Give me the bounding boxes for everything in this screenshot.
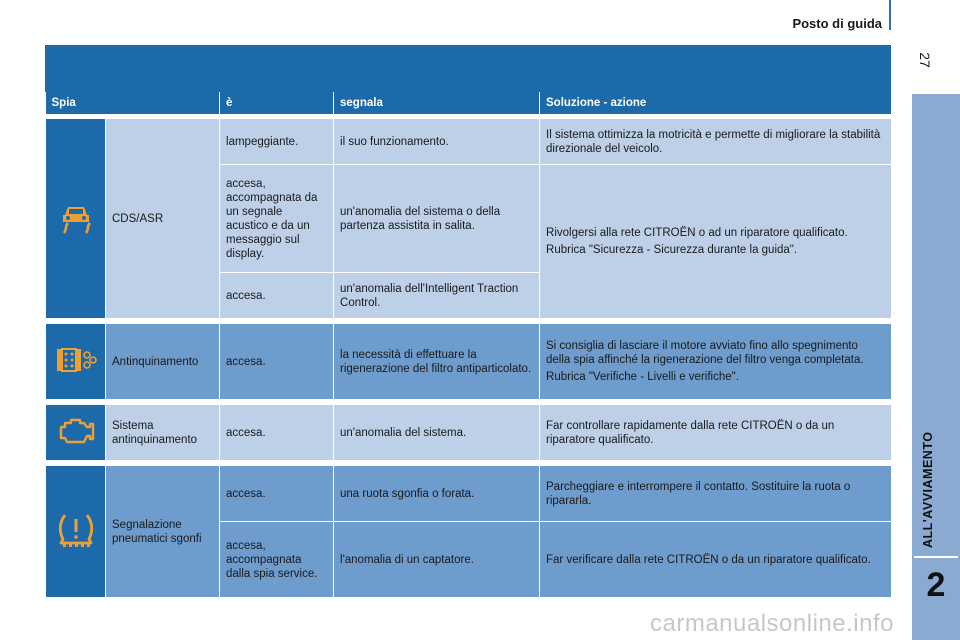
header-divider [889, 0, 891, 30]
chapter-side-tab [912, 94, 960, 640]
particle-filter-icon [54, 343, 98, 377]
solution-reference: Rubrica "Verifiche - Livelli e verifiche". [546, 371, 739, 383]
state-cell: accesa, accompagnata dalla spia service. [220, 522, 334, 598]
table-row [46, 119, 892, 165]
solution-text: Far controllare rapidamente dalla rete CITROËN o da un riparatore qualificato. [546, 419, 835, 446]
state-cell: accesa, accompagnata da un segnale acustico e da un messaggio sul display. [220, 165, 334, 273]
header-spia: Spia [46, 92, 220, 114]
solution-cell [540, 466, 892, 522]
header-soluzione: Soluzione - azione [540, 92, 892, 114]
solution-cell [540, 165, 892, 319]
solution-cell [540, 522, 892, 598]
state-cell: accesa. [220, 405, 334, 461]
warning-name: Sistema antinquinamento [106, 405, 220, 461]
warning-light-cell [46, 405, 106, 461]
table-row [46, 405, 892, 461]
signals-cell: la necessità di effettuare la rigenerazione del filtro antiparticolato. [334, 324, 540, 400]
header-stato: è [220, 92, 334, 114]
solution-cell [540, 324, 892, 400]
tyre-pressure-icon [55, 509, 97, 551]
table-header-row [46, 92, 892, 114]
table-banner [45, 45, 891, 92]
warning-name: Segnalazione pneumatici sgonfi [106, 466, 220, 598]
signals-cell: il suo funzionamento. [334, 119, 540, 165]
solution-text: Il sistema ottimizza la motricità e permette di migliorare la stabilità direzionale del veicolo. [546, 128, 881, 155]
solution-reference: Rubrica "Sicurezza - Sicurezza durante la guida". [546, 244, 798, 256]
signals-cell: una ruota sgonfia o forata. [334, 466, 540, 522]
chapter-tab-label: ALL'AVVIAMENTO [921, 431, 935, 548]
signals-cell: un'anomalia del sistema. [334, 405, 540, 461]
chapter-tab-divider [914, 556, 958, 558]
state-cell: accesa. [220, 324, 334, 400]
warning-light-cell [46, 119, 106, 319]
solution-cell [540, 119, 892, 165]
warning-light-cell [46, 324, 106, 400]
state-cell: lampeggiante. [220, 119, 334, 165]
table-row [46, 324, 892, 400]
solution-text: Rivolgersi alla rete CITROËN o ad un riparatore qualificato. [546, 227, 848, 239]
engine-icon [56, 415, 96, 447]
signals-cell: un'anomalia dell'Intelligent Traction Control. [334, 273, 540, 319]
page-number: 27 [917, 52, 933, 68]
warning-light-cell [46, 466, 106, 598]
state-cell: accesa. [220, 466, 334, 522]
state-cell: accesa. [220, 273, 334, 319]
solution-cell [540, 405, 892, 461]
solution-text: Far verificare dalla rete CITROËN o da un riparatore qualificato. [546, 553, 871, 566]
warning-lights-table [45, 92, 891, 598]
signals-cell: un'anomalia del sistema o della partenza assistita in salita. [334, 165, 540, 273]
warning-name: Antinquinamento [106, 324, 220, 400]
signals-cell: l'anomalia di un captatore. [334, 522, 540, 598]
skid-car-icon [56, 197, 96, 237]
page-header-title: Posto di guida [792, 16, 882, 31]
chapter-number: 2 [926, 566, 946, 604]
solution-text: Parcheggiare e interrompere il contatto. Sostituire la ruota o ripararla. [546, 480, 851, 507]
table-row [46, 466, 892, 522]
solution-text: Si consiglia di lasciare il motore avviato fino allo spegnimento della spia affinché la rigenerazione del filtro venga completata. [546, 340, 864, 366]
header-segnala: segnala [334, 92, 540, 114]
watermark: carmanualsonline.info [650, 610, 894, 637]
warning-name: CDS/ASR [106, 119, 220, 319]
